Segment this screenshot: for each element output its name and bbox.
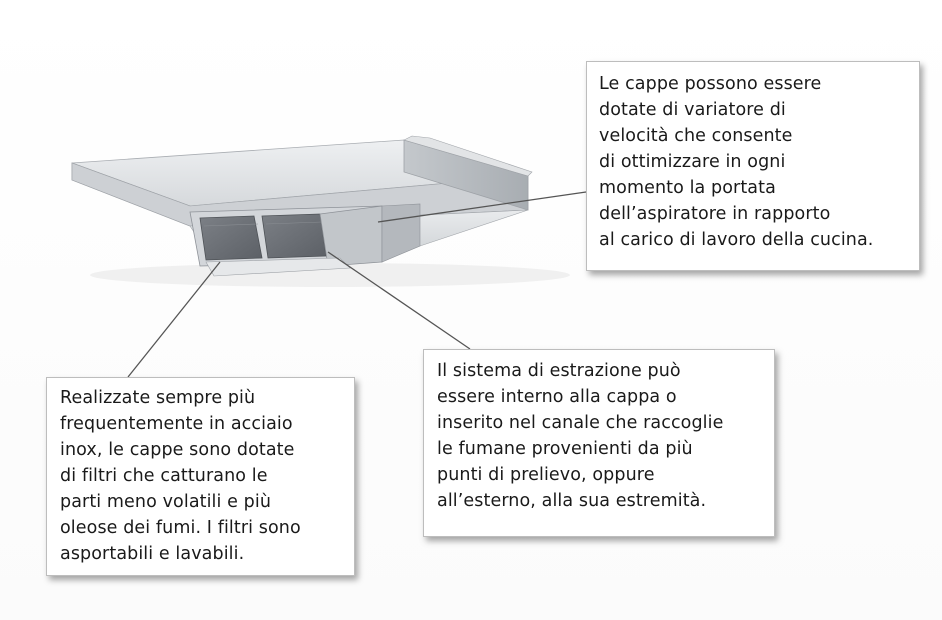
callout-text-line: all’esterno, alla sua estremità.: [437, 491, 707, 511]
callout-text-line: inox, le cappe sono dotate: [60, 440, 295, 460]
callout-text-line: essere interno alla cappa o: [437, 387, 677, 407]
extraction-box-side: [382, 204, 420, 262]
callout-text-line: parti meno volatili e più: [60, 492, 272, 512]
callout-text-line: dell’aspiratore in rapporto: [599, 204, 831, 224]
callout-text-line: al carico di lavoro della cucina.: [599, 230, 874, 250]
callout-text-line: di ottimizzare in ogni: [599, 152, 786, 172]
filter-left: [200, 216, 262, 260]
callout-text-line: di filtri che catturano le: [60, 466, 268, 486]
callout-text-line: inserito nel canale che raccoglie: [437, 413, 724, 433]
callout-speed-variator: [586, 61, 920, 271]
callout-text-line: Il sistema di estrazione può: [437, 361, 681, 381]
callout-filters: [46, 377, 355, 576]
callout-extraction-system: [423, 349, 775, 537]
callout-text-line: asportabili e lavabili.: [60, 544, 245, 564]
filter-right: [262, 214, 326, 258]
callout-text-line: le fumane provenienti da più: [437, 439, 693, 459]
callout-text-line: frequentemente in acciaio: [60, 414, 293, 434]
callout-text-line: Le cappe possono essere: [599, 74, 822, 94]
callout-text-line: oleose dei fumi. I filtri sono: [60, 518, 301, 538]
callout-text-line: velocità che consente: [599, 126, 793, 146]
callout-text-line: momento la portata: [599, 178, 776, 198]
callout-text-line: dotate di variatore di: [599, 100, 786, 120]
callout-text-line: punti di prelievo, oppure: [437, 465, 655, 485]
callout-text-line: Realizzate sempre più: [60, 388, 256, 408]
extraction-box: [320, 206, 382, 266]
